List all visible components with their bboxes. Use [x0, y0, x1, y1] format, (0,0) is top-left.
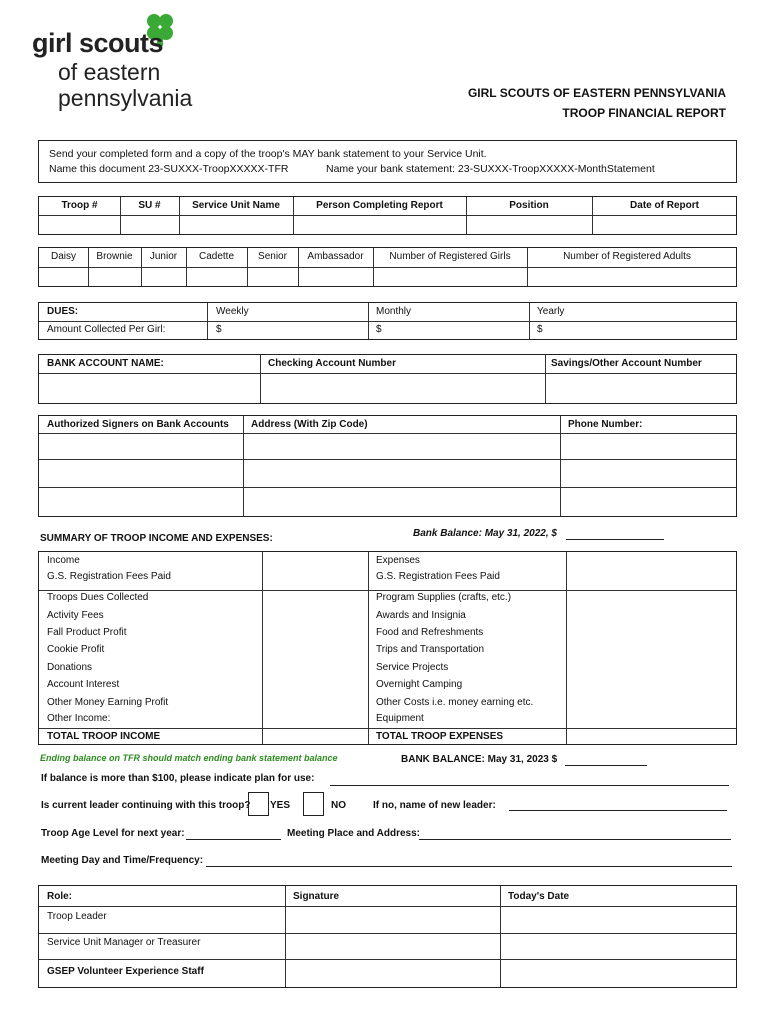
brownie-count-field[interactable] [89, 268, 140, 285]
income-item: Donations [47, 662, 93, 673]
role-header: Role: [47, 891, 72, 902]
ambassador-count-field[interactable] [299, 268, 372, 285]
registered-girls-label: Number of Registered Girls [389, 251, 511, 262]
address-label: Address (With Zip Code) [251, 419, 368, 430]
levels-table [38, 247, 737, 287]
address-field[interactable] [244, 434, 559, 459]
bank-account-table [38, 354, 737, 404]
signer-field[interactable] [40, 488, 242, 516]
meeting-day-label: Meeting Day and Time/Frequency: [41, 855, 204, 866]
instructions-bank-name: Name your bank statement: 23-SUXXX-TroopXXXXX-MonthStatement [326, 163, 655, 175]
bank-account-name-label: BANK ACCOUNT NAME: [47, 358, 164, 369]
income-item: Activity Fees [47, 610, 104, 621]
meeting-place-label: Meeting Place and Address: [287, 828, 420, 839]
date-field[interactable] [501, 907, 736, 933]
phone-field[interactable] [561, 434, 736, 459]
troop-number-label: Troop # [61, 200, 98, 211]
person-completing-field[interactable] [294, 216, 465, 233]
address-field[interactable] [244, 460, 559, 487]
phone-field[interactable] [561, 460, 736, 487]
bank-balance-2022-field[interactable] [566, 528, 664, 540]
signoff-table [38, 885, 737, 988]
role-troop-leader: Troop Leader [47, 911, 107, 922]
expense-item: Trips and Transportation [376, 644, 485, 655]
savings-account-label: Savings/Other Account Number [551, 358, 702, 369]
position-label: Position [509, 200, 549, 211]
level-ambassador: Ambassador [307, 251, 364, 262]
date-field[interactable] [501, 934, 736, 959]
instructions-line1: Send your completed form and a copy of the troop's MAY bank statement to your Service Unit. [49, 148, 487, 160]
cadette-count-field[interactable] [187, 268, 246, 285]
total-expenses-label: TOTAL TROOP EXPENSES [376, 731, 504, 742]
expense-item: Awards and Insignia [376, 610, 466, 621]
logo-line3: pennsylvania [58, 85, 193, 111]
phone-field[interactable] [561, 488, 736, 516]
no-label: NO [331, 800, 346, 811]
registered-adults-label: Number of Registered Adults [563, 251, 691, 262]
troop-number-field[interactable] [40, 216, 119, 233]
monthly-amount-field[interactable]: $ [376, 324, 382, 335]
continuing-label: Is current leader continuing with this troop? [41, 800, 251, 811]
income-item: Troops Dues Collected [47, 592, 149, 603]
level-senior: Senior [258, 251, 287, 262]
signers-label: Authorized Signers on Bank Accounts [47, 419, 229, 430]
expenses-header: Expenses [376, 555, 420, 566]
page-title-1: GIRL SCOUTS OF EASTERN PENNSYLVANIA [467, 86, 726, 100]
address-field[interactable] [244, 488, 559, 516]
bank-balance-2023-label: BANK BALANCE: May 31, 2023 $ [401, 754, 558, 765]
income-item: Other Money Earning Profit [47, 697, 169, 708]
role-gsep-staff: GSEP Volunteer Experience Staff [47, 966, 204, 977]
role-service-unit-manager: Service Unit Manager or Treasurer [47, 937, 201, 948]
weekly-amount-field[interactable]: $ [216, 324, 222, 335]
position-field[interactable] [467, 216, 591, 233]
new-leader-field[interactable] [509, 799, 727, 811]
bank-account-name-field[interactable] [40, 374, 259, 402]
instructions-doc-name: Name this document 23-SUXXX-TroopXXXXX-TFR [49, 163, 289, 175]
date-of-report-label: Date of Report [630, 200, 699, 211]
date-field[interactable] [501, 960, 736, 986]
new-leader-label: If no, name of new leader: [373, 800, 496, 811]
yearly-label: Yearly [537, 306, 565, 317]
weekly-label: Weekly [216, 306, 249, 317]
logo-line2: of eastern [58, 59, 161, 85]
signature-field[interactable] [286, 934, 499, 959]
person-completing-label: Person Completing Report [316, 200, 443, 211]
expense-item: G.S. Registration Fees Paid [376, 571, 500, 582]
signer-field[interactable] [40, 434, 242, 459]
troop-info-table [38, 196, 737, 235]
expense-item: Equipment [376, 713, 424, 724]
income-item: Other Income: [47, 713, 111, 724]
ending-balance-note: Ending balance on TFR should match ending bank statement balance [40, 753, 338, 763]
page-title-2: TROOP FINANCIAL REPORT [562, 106, 726, 120]
plan-label: If balance is more than $100, please indicate plan for use: [41, 773, 315, 784]
daisy-count-field[interactable] [40, 268, 87, 285]
service-unit-name-field[interactable] [180, 216, 292, 233]
dues-label: DUES: [47, 306, 79, 317]
amount-per-girl-label: Amount Collected Per Girl: [47, 324, 166, 335]
signer-field[interactable] [40, 460, 242, 487]
expense-item: Other Costs i.e. money earning etc. [376, 697, 534, 708]
expense-item: Food and Refreshments [376, 627, 484, 638]
total-income-label: TOTAL TROOP INCOME [47, 731, 161, 742]
no-checkbox[interactable] [303, 792, 324, 816]
signature-field[interactable] [286, 907, 499, 933]
expense-item: Service Projects [376, 662, 449, 673]
meeting-place-field[interactable] [419, 828, 731, 840]
income-expense-table [38, 551, 737, 745]
su-number-label: SU # [138, 200, 161, 211]
yes-checkbox[interactable] [248, 792, 269, 816]
income-item: Account Interest [47, 679, 120, 690]
date-header: Today's Date [508, 891, 570, 902]
registered-adults-field[interactable] [528, 268, 736, 285]
income-item: Fall Product Profit [47, 627, 127, 638]
checking-account-field[interactable] [261, 374, 544, 402]
level-junior: Junior [149, 251, 178, 262]
income-header: Income [47, 555, 80, 566]
summary-title: SUMMARY OF TROOP INCOME AND EXPENSES: [40, 533, 273, 544]
savings-account-field[interactable] [546, 374, 736, 402]
expense-item: Overnight Camping [376, 679, 463, 690]
income-item: Cookie Profit [47, 644, 105, 655]
checking-account-label: Checking Account Number [268, 358, 396, 369]
expense-amounts-column[interactable] [567, 553, 736, 743]
signature-header: Signature [293, 891, 340, 902]
registered-girls-field[interactable] [374, 268, 526, 285]
monthly-label: Monthly [376, 306, 412, 317]
plan-field[interactable] [330, 774, 729, 786]
expense-item: Program Supplies (crafts, etc.) [376, 592, 512, 603]
senior-count-field[interactable] [248, 268, 297, 285]
level-daisy: Daisy [50, 251, 76, 262]
instructions-box [38, 140, 737, 183]
meeting-day-field[interactable] [206, 855, 732, 867]
yearly-amount-field[interactable]: $ [537, 324, 543, 335]
level-brownie: Brownie [96, 251, 133, 262]
income-amounts-column[interactable] [263, 553, 367, 743]
age-level-label: Troop Age Level for next year: [41, 828, 185, 839]
income-item: G.S. Registration Fees Paid [47, 571, 171, 582]
dues-table [38, 302, 737, 340]
su-number-field[interactable] [121, 216, 178, 233]
bank-balance-2022-label: Bank Balance: May 31, 2022, $ [413, 528, 557, 539]
age-level-field[interactable] [186, 828, 281, 840]
signature-field[interactable] [286, 960, 499, 986]
logo-line1: girl scouts [32, 28, 164, 58]
level-cadette: Cadette [198, 251, 235, 262]
bank-balance-2023-field[interactable] [565, 754, 647, 766]
yes-label: YES [270, 800, 291, 811]
logo [32, 12, 232, 112]
service-unit-name-label: Service Unit Name [192, 200, 280, 211]
signers-table [38, 415, 737, 517]
date-of-report-field[interactable] [593, 216, 736, 233]
junior-count-field[interactable] [142, 268, 185, 285]
phone-label: Phone Number: [568, 419, 643, 430]
